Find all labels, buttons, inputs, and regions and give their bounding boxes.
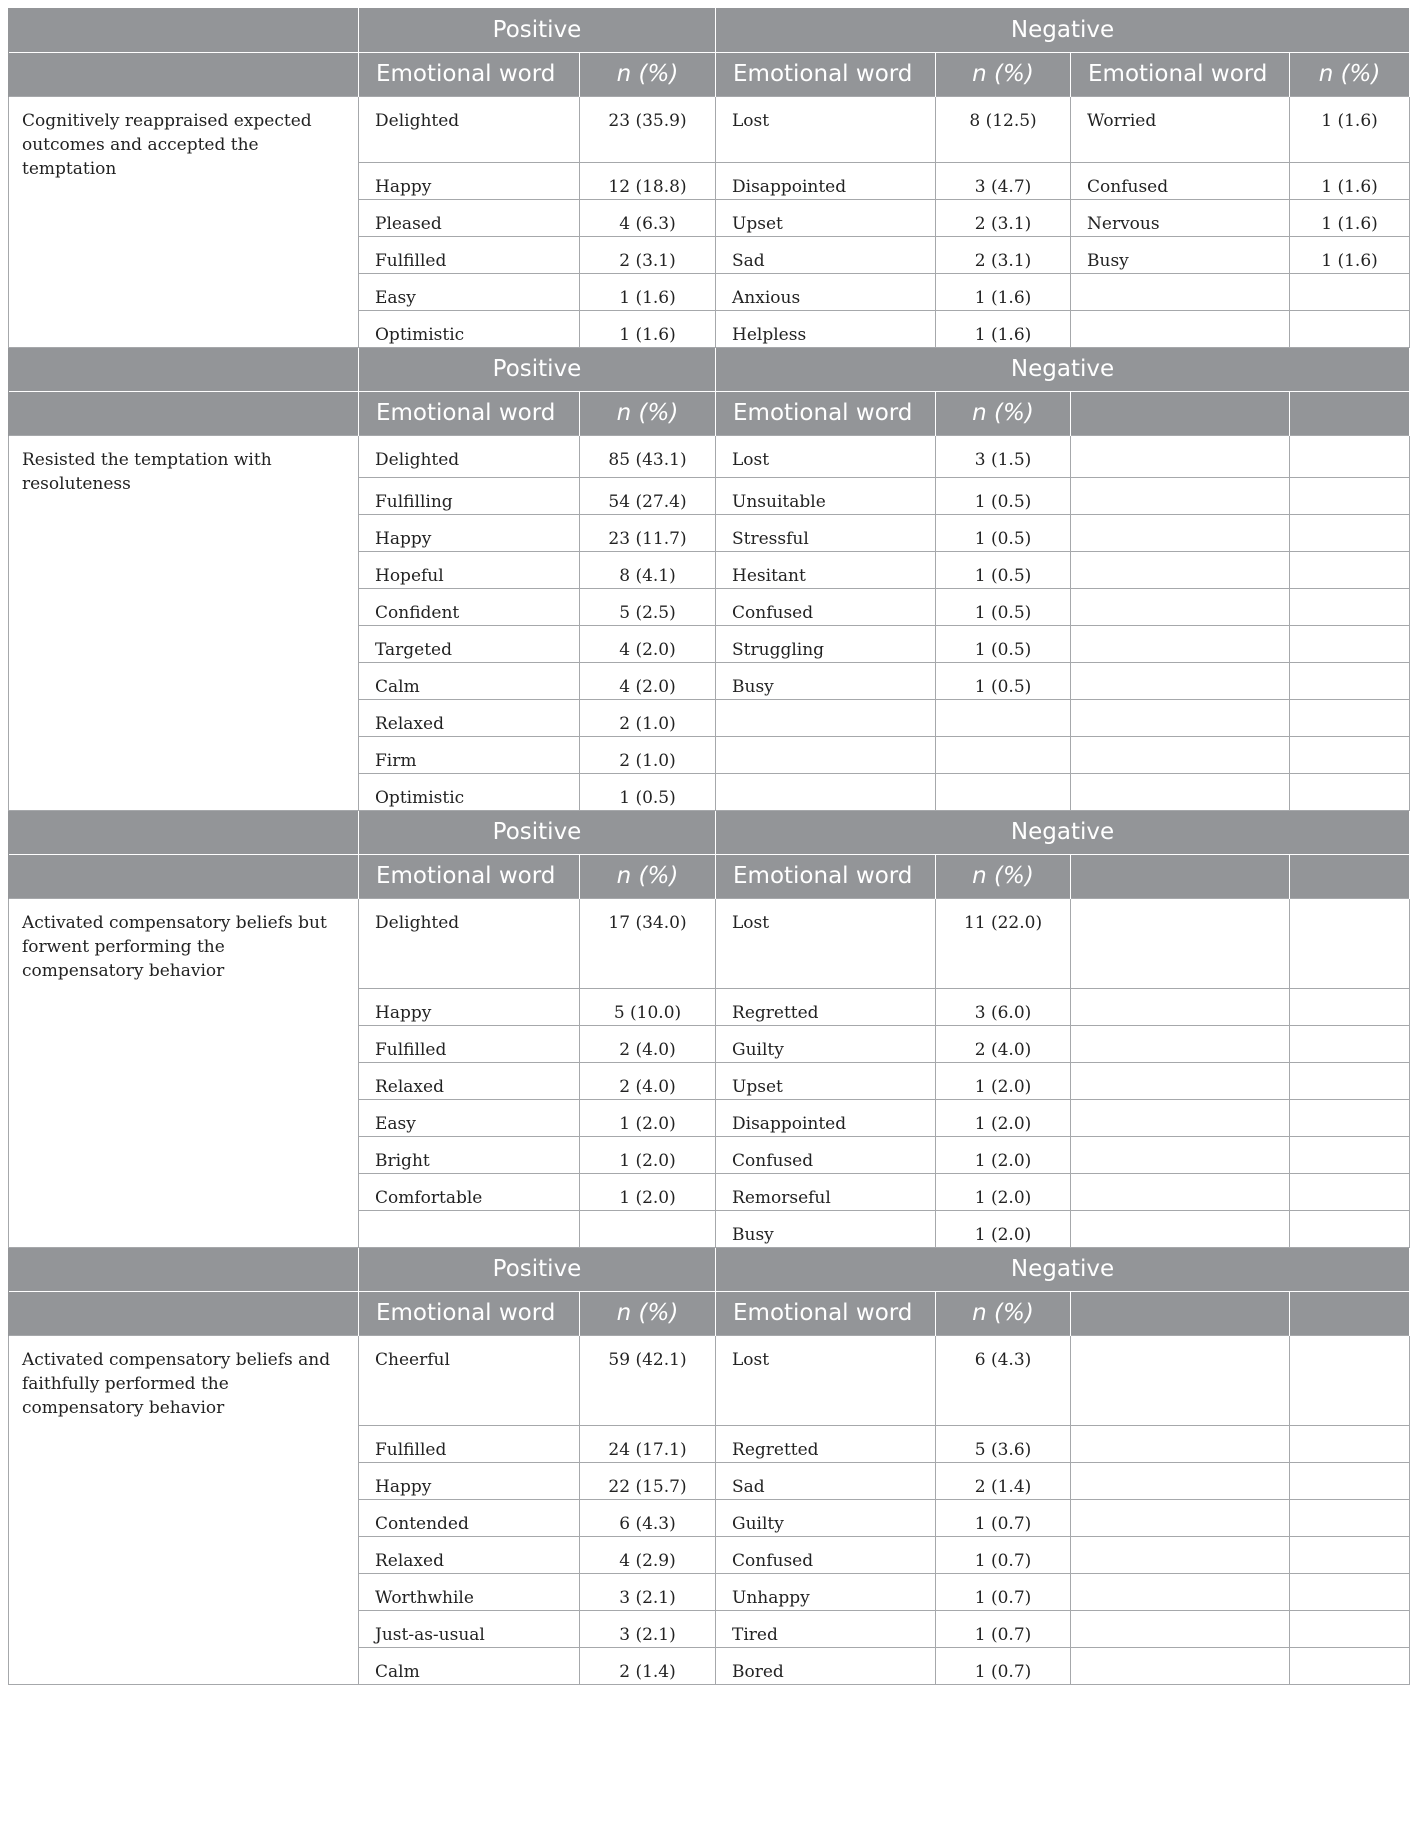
negative-count-cell bbox=[936, 773, 1071, 810]
positive-word-cell: Cheerful bbox=[359, 1335, 580, 1425]
positive-word-cell: Firm bbox=[359, 736, 580, 773]
positive-word-cell: Bright bbox=[359, 1136, 580, 1173]
positive-word-cell: Fulfilled bbox=[359, 236, 580, 273]
empty-cell bbox=[1290, 1499, 1410, 1536]
empty-cell bbox=[1290, 1425, 1410, 1462]
positive-word-cell: Delighted bbox=[359, 435, 580, 477]
empty-cell bbox=[1071, 988, 1290, 1025]
positive-word-cell: Happy bbox=[359, 162, 580, 199]
positive-group-header: Positive bbox=[359, 8, 716, 52]
positive-count-cell: 59 (42.1) bbox=[580, 1335, 716, 1425]
positive-n-column-header: n (%) bbox=[580, 854, 716, 898]
table-row bbox=[9, 96, 1410, 162]
empty-cell bbox=[1290, 1573, 1410, 1610]
negative-word-cell bbox=[716, 736, 936, 773]
positive-word-cell: Targeted bbox=[359, 625, 580, 662]
table-container bbox=[8, 8, 1410, 1685]
empty-cell bbox=[1071, 1462, 1290, 1499]
positive-word-cell: Relaxed bbox=[359, 1062, 580, 1099]
empty-cell bbox=[1290, 1173, 1410, 1210]
negative-word-cell: Upset bbox=[716, 199, 936, 236]
negative-count-cell-2: 1 (1.6) bbox=[1290, 199, 1410, 236]
header-blank bbox=[1071, 391, 1290, 435]
negative-count-cell: 1 (2.0) bbox=[936, 1136, 1071, 1173]
negative-count-cell-2: 1 (1.6) bbox=[1290, 162, 1410, 199]
negative-count-cell: 5 (3.6) bbox=[936, 1425, 1071, 1462]
header-corner bbox=[9, 854, 359, 898]
negative-count-cell bbox=[936, 736, 1071, 773]
negative-word-cell: Bored bbox=[716, 1647, 936, 1684]
positive-word-cell: Hopeful bbox=[359, 551, 580, 588]
strategy-label: Activated compensatory beliefs and faithfully performed the compensatory behavior bbox=[9, 1335, 359, 1684]
negative-word-cell: Confused bbox=[716, 588, 936, 625]
positive-n-column-header: n (%) bbox=[580, 52, 716, 96]
table-row bbox=[9, 435, 1410, 477]
header-corner bbox=[9, 8, 359, 52]
negative-word-cell: Unhappy bbox=[716, 1573, 936, 1610]
column-header-row bbox=[9, 391, 1410, 435]
negative-word-column-header: Emotional word bbox=[716, 391, 936, 435]
negative-word-cell-2: Busy bbox=[1071, 236, 1290, 273]
empty-cell bbox=[1071, 773, 1290, 810]
empty-cell bbox=[1071, 1425, 1290, 1462]
empty-cell bbox=[1290, 514, 1410, 551]
empty-cell bbox=[1071, 1099, 1290, 1136]
negative-word-cell bbox=[716, 699, 936, 736]
positive-word-cell: Delighted bbox=[359, 898, 580, 988]
negative-count-cell: 1 (2.0) bbox=[936, 1173, 1071, 1210]
negative-count-cell: 1 (1.6) bbox=[936, 310, 1071, 347]
negative-word-cell: Lost bbox=[716, 898, 936, 988]
empty-cell bbox=[1290, 1647, 1410, 1684]
empty-cell bbox=[1290, 1210, 1410, 1247]
negative-word-column-header-2: Emotional word bbox=[1071, 52, 1290, 96]
positive-word-cell: Happy bbox=[359, 1462, 580, 1499]
strategy-label: Resisted the temptation with resoluteness bbox=[9, 435, 359, 810]
positive-word-cell: Optimistic bbox=[359, 773, 580, 810]
positive-count-cell: 4 (6.3) bbox=[580, 199, 716, 236]
positive-count-cell: 23 (11.7) bbox=[580, 514, 716, 551]
negative-word-cell: Remorseful bbox=[716, 1173, 936, 1210]
positive-word-column-header: Emotional word bbox=[359, 391, 580, 435]
header-corner bbox=[9, 347, 359, 391]
empty-cell bbox=[1071, 1173, 1290, 1210]
positive-count-cell: 2 (1.4) bbox=[580, 1647, 716, 1684]
positive-group-header: Positive bbox=[359, 810, 716, 854]
empty-cell bbox=[1071, 435, 1290, 477]
column-header-row bbox=[9, 52, 1410, 96]
positive-count-cell: 4 (2.9) bbox=[580, 1536, 716, 1573]
negative-group-header: Negative bbox=[716, 347, 1410, 391]
negative-count-cell: 3 (6.0) bbox=[936, 988, 1071, 1025]
table-row bbox=[9, 1335, 1410, 1425]
negative-word-cell: Unsuitable bbox=[716, 477, 936, 514]
header-blank bbox=[1071, 854, 1290, 898]
negative-count-cell: 1 (0.5) bbox=[936, 551, 1071, 588]
positive-count-cell: 1 (2.0) bbox=[580, 1099, 716, 1136]
positive-group-header: Positive bbox=[359, 1247, 716, 1291]
positive-word-column-header: Emotional word bbox=[359, 854, 580, 898]
positive-n-column-header: n (%) bbox=[580, 391, 716, 435]
negative-count-cell: 1 (0.7) bbox=[936, 1499, 1071, 1536]
positive-word-cell: Happy bbox=[359, 514, 580, 551]
negative-word-cell-2 bbox=[1071, 310, 1290, 347]
positive-count-cell: 1 (1.6) bbox=[580, 273, 716, 310]
positive-count-cell: 1 (0.5) bbox=[580, 773, 716, 810]
positive-count-cell: 8 (4.1) bbox=[580, 551, 716, 588]
group-header-row bbox=[9, 1247, 1410, 1291]
positive-word-column-header: Emotional word bbox=[359, 1291, 580, 1335]
empty-cell bbox=[1071, 625, 1290, 662]
negative-word-cell bbox=[716, 773, 936, 810]
negative-word-cell: Lost bbox=[716, 435, 936, 477]
empty-cell bbox=[1071, 477, 1290, 514]
header-blank bbox=[1071, 1291, 1290, 1335]
negative-count-cell: 1 (0.5) bbox=[936, 477, 1071, 514]
negative-word-cell: Confused bbox=[716, 1136, 936, 1173]
negative-word-cell-2: Worried bbox=[1071, 96, 1290, 162]
negative-count-cell: 1 (0.7) bbox=[936, 1610, 1071, 1647]
positive-word-cell: Comfortable bbox=[359, 1173, 580, 1210]
strategy-label: Activated compensatory beliefs but forwent performing the compensatory behavior bbox=[9, 898, 359, 1247]
negative-word-cell-2 bbox=[1071, 273, 1290, 310]
header-blank bbox=[1290, 854, 1410, 898]
positive-n-column-header: n (%) bbox=[580, 1291, 716, 1335]
negative-count-cell: 1 (1.6) bbox=[936, 273, 1071, 310]
negative-count-cell: 8 (12.5) bbox=[936, 96, 1071, 162]
group-header-row bbox=[9, 810, 1410, 854]
header-blank bbox=[1290, 391, 1410, 435]
negative-count-cell: 1 (0.7) bbox=[936, 1647, 1071, 1684]
negative-count-cell: 2 (3.1) bbox=[936, 236, 1071, 273]
positive-word-cell bbox=[359, 1210, 580, 1247]
negative-count-cell: 1 (2.0) bbox=[936, 1210, 1071, 1247]
negative-word-cell: Regretted bbox=[716, 988, 936, 1025]
negative-word-column-header: Emotional word bbox=[716, 1291, 936, 1335]
negative-count-cell: 1 (0.7) bbox=[936, 1573, 1071, 1610]
positive-word-column-header: Emotional word bbox=[359, 52, 580, 96]
negative-count-cell: 11 (22.0) bbox=[936, 898, 1071, 988]
positive-count-cell: 2 (4.0) bbox=[580, 1025, 716, 1062]
positive-word-cell: Delighted bbox=[359, 96, 580, 162]
negative-group-header: Negative bbox=[716, 810, 1410, 854]
table-body bbox=[9, 8, 1410, 1684]
negative-n-column-header: n (%) bbox=[936, 52, 1071, 96]
positive-count-cell: 23 (35.9) bbox=[580, 96, 716, 162]
negative-group-header: Negative bbox=[716, 8, 1410, 52]
positive-count-cell: 2 (3.1) bbox=[580, 236, 716, 273]
negative-word-cell: Guilty bbox=[716, 1025, 936, 1062]
negative-word-cell: Struggling bbox=[716, 625, 936, 662]
positive-word-cell: Happy bbox=[359, 988, 580, 1025]
positive-word-cell: Calm bbox=[359, 1647, 580, 1684]
emotional-words-table bbox=[8, 8, 1410, 1685]
positive-word-cell: Optimistic bbox=[359, 310, 580, 347]
positive-count-cell: 1 (1.6) bbox=[580, 310, 716, 347]
negative-count-cell: 6 (4.3) bbox=[936, 1335, 1071, 1425]
negative-word-cell: Hesitant bbox=[716, 551, 936, 588]
empty-cell bbox=[1290, 477, 1410, 514]
positive-count-cell: 4 (2.0) bbox=[580, 662, 716, 699]
negative-count-cell: 1 (0.7) bbox=[936, 1536, 1071, 1573]
positive-word-cell: Relaxed bbox=[359, 699, 580, 736]
positive-count-cell: 54 (27.4) bbox=[580, 477, 716, 514]
empty-cell bbox=[1290, 773, 1410, 810]
empty-cell bbox=[1071, 699, 1290, 736]
empty-cell bbox=[1071, 1062, 1290, 1099]
negative-word-cell: Sad bbox=[716, 236, 936, 273]
empty-cell bbox=[1071, 898, 1290, 988]
positive-word-cell: Easy bbox=[359, 1099, 580, 1136]
negative-word-cell: Busy bbox=[716, 1210, 936, 1247]
positive-count-cell: 2 (1.0) bbox=[580, 736, 716, 773]
empty-cell bbox=[1071, 551, 1290, 588]
positive-count-cell: 3 (2.1) bbox=[580, 1610, 716, 1647]
table-row bbox=[9, 898, 1410, 988]
negative-word-cell: Busy bbox=[716, 662, 936, 699]
empty-cell bbox=[1071, 1610, 1290, 1647]
header-corner bbox=[9, 810, 359, 854]
empty-cell bbox=[1071, 1210, 1290, 1247]
negative-count-cell: 1 (0.5) bbox=[936, 588, 1071, 625]
negative-count-cell: 3 (4.7) bbox=[936, 162, 1071, 199]
negative-word-cell: Upset bbox=[716, 1062, 936, 1099]
positive-count-cell: 5 (2.5) bbox=[580, 588, 716, 625]
empty-cell bbox=[1071, 1536, 1290, 1573]
negative-word-cell: Lost bbox=[716, 1335, 936, 1425]
group-header-row bbox=[9, 8, 1410, 52]
empty-cell bbox=[1290, 1610, 1410, 1647]
positive-word-cell: Relaxed bbox=[359, 1536, 580, 1573]
empty-cell bbox=[1071, 588, 1290, 625]
positive-count-cell: 85 (43.1) bbox=[580, 435, 716, 477]
empty-cell bbox=[1071, 1136, 1290, 1173]
positive-count-cell: 1 (2.0) bbox=[580, 1136, 716, 1173]
negative-count-cell: 1 (0.5) bbox=[936, 514, 1071, 551]
empty-cell bbox=[1290, 435, 1410, 477]
empty-cell bbox=[1071, 1335, 1290, 1425]
column-header-row bbox=[9, 854, 1410, 898]
empty-cell bbox=[1290, 1099, 1410, 1136]
empty-cell bbox=[1071, 662, 1290, 699]
negative-count-cell-2: 1 (1.6) bbox=[1290, 236, 1410, 273]
negative-n-column-header: n (%) bbox=[936, 854, 1071, 898]
positive-count-cell: 4 (2.0) bbox=[580, 625, 716, 662]
negative-count-cell: 3 (1.5) bbox=[936, 435, 1071, 477]
header-corner bbox=[9, 391, 359, 435]
negative-count-cell: 1 (2.0) bbox=[936, 1062, 1071, 1099]
negative-word-column-header: Emotional word bbox=[716, 854, 936, 898]
empty-cell bbox=[1290, 988, 1410, 1025]
header-corner bbox=[9, 1247, 359, 1291]
positive-word-cell: Fulfilled bbox=[359, 1425, 580, 1462]
empty-cell bbox=[1290, 1536, 1410, 1573]
empty-cell bbox=[1290, 588, 1410, 625]
empty-cell bbox=[1290, 1136, 1410, 1173]
empty-cell bbox=[1290, 551, 1410, 588]
negative-group-header: Negative bbox=[716, 1247, 1410, 1291]
empty-cell bbox=[1290, 625, 1410, 662]
strategy-label: Cognitively reappraised expected outcomes and accepted the temptation bbox=[9, 96, 359, 347]
empty-cell bbox=[1071, 514, 1290, 551]
positive-count-cell bbox=[580, 1210, 716, 1247]
negative-word-cell: Tired bbox=[716, 1610, 936, 1647]
empty-cell bbox=[1290, 699, 1410, 736]
negative-word-cell: Helpless bbox=[716, 310, 936, 347]
empty-cell bbox=[1290, 736, 1410, 773]
positive-count-cell: 17 (34.0) bbox=[580, 898, 716, 988]
negative-count-cell-2 bbox=[1290, 310, 1410, 347]
empty-cell bbox=[1290, 1062, 1410, 1099]
empty-cell bbox=[1071, 1647, 1290, 1684]
positive-word-cell: Calm bbox=[359, 662, 580, 699]
empty-cell bbox=[1071, 1573, 1290, 1610]
negative-n-column-header: n (%) bbox=[936, 391, 1071, 435]
negative-count-cell: 2 (4.0) bbox=[936, 1025, 1071, 1062]
positive-group-header: Positive bbox=[359, 347, 716, 391]
positive-count-cell: 5 (10.0) bbox=[580, 988, 716, 1025]
positive-word-cell: Easy bbox=[359, 273, 580, 310]
empty-cell bbox=[1290, 1335, 1410, 1425]
negative-word-cell: Anxious bbox=[716, 273, 936, 310]
negative-count-cell-2: 1 (1.6) bbox=[1290, 96, 1410, 162]
negative-word-cell: Sad bbox=[716, 1462, 936, 1499]
negative-word-cell: Guilty bbox=[716, 1499, 936, 1536]
negative-word-cell-2: Confused bbox=[1071, 162, 1290, 199]
positive-count-cell: 24 (17.1) bbox=[580, 1425, 716, 1462]
positive-word-cell: Fulfilling bbox=[359, 477, 580, 514]
positive-word-cell: Just-as-usual bbox=[359, 1610, 580, 1647]
header-blank bbox=[1290, 1291, 1410, 1335]
positive-word-cell: Contended bbox=[359, 1499, 580, 1536]
negative-word-cell-2: Nervous bbox=[1071, 199, 1290, 236]
positive-word-cell: Fulfilled bbox=[359, 1025, 580, 1062]
negative-count-cell-2 bbox=[1290, 273, 1410, 310]
positive-count-cell: 2 (4.0) bbox=[580, 1062, 716, 1099]
positive-word-cell: Confident bbox=[359, 588, 580, 625]
empty-cell bbox=[1290, 662, 1410, 699]
negative-count-cell: 1 (0.5) bbox=[936, 662, 1071, 699]
empty-cell bbox=[1071, 736, 1290, 773]
positive-count-cell: 1 (2.0) bbox=[580, 1173, 716, 1210]
positive-count-cell: 6 (4.3) bbox=[580, 1499, 716, 1536]
group-header-row bbox=[9, 347, 1410, 391]
negative-count-cell: 2 (1.4) bbox=[936, 1462, 1071, 1499]
empty-cell bbox=[1290, 1025, 1410, 1062]
negative-count-cell: 2 (3.1) bbox=[936, 199, 1071, 236]
negative-n-column-header: n (%) bbox=[936, 1291, 1071, 1335]
positive-count-cell: 2 (1.0) bbox=[580, 699, 716, 736]
negative-n-column-header-2: n (%) bbox=[1290, 52, 1410, 96]
empty-cell bbox=[1071, 1499, 1290, 1536]
empty-cell bbox=[1290, 898, 1410, 988]
negative-count-cell: 1 (0.5) bbox=[936, 625, 1071, 662]
column-header-row bbox=[9, 1291, 1410, 1335]
positive-word-cell: Pleased bbox=[359, 199, 580, 236]
negative-word-column-header: Emotional word bbox=[716, 52, 936, 96]
negative-word-cell: Stressful bbox=[716, 514, 936, 551]
negative-word-cell: Confused bbox=[716, 1536, 936, 1573]
negative-count-cell: 1 (2.0) bbox=[936, 1099, 1071, 1136]
header-corner bbox=[9, 52, 359, 96]
positive-count-cell: 3 (2.1) bbox=[580, 1573, 716, 1610]
empty-cell bbox=[1071, 1025, 1290, 1062]
negative-word-cell: Disappointed bbox=[716, 1099, 936, 1136]
negative-count-cell bbox=[936, 699, 1071, 736]
positive-count-cell: 22 (15.7) bbox=[580, 1462, 716, 1499]
negative-word-cell: Regretted bbox=[716, 1425, 936, 1462]
negative-word-cell: Lost bbox=[716, 96, 936, 162]
empty-cell bbox=[1290, 1462, 1410, 1499]
negative-word-cell: Disappointed bbox=[716, 162, 936, 199]
header-corner bbox=[9, 1291, 359, 1335]
positive-count-cell: 12 (18.8) bbox=[580, 162, 716, 199]
positive-word-cell: Worthwhile bbox=[359, 1573, 580, 1610]
